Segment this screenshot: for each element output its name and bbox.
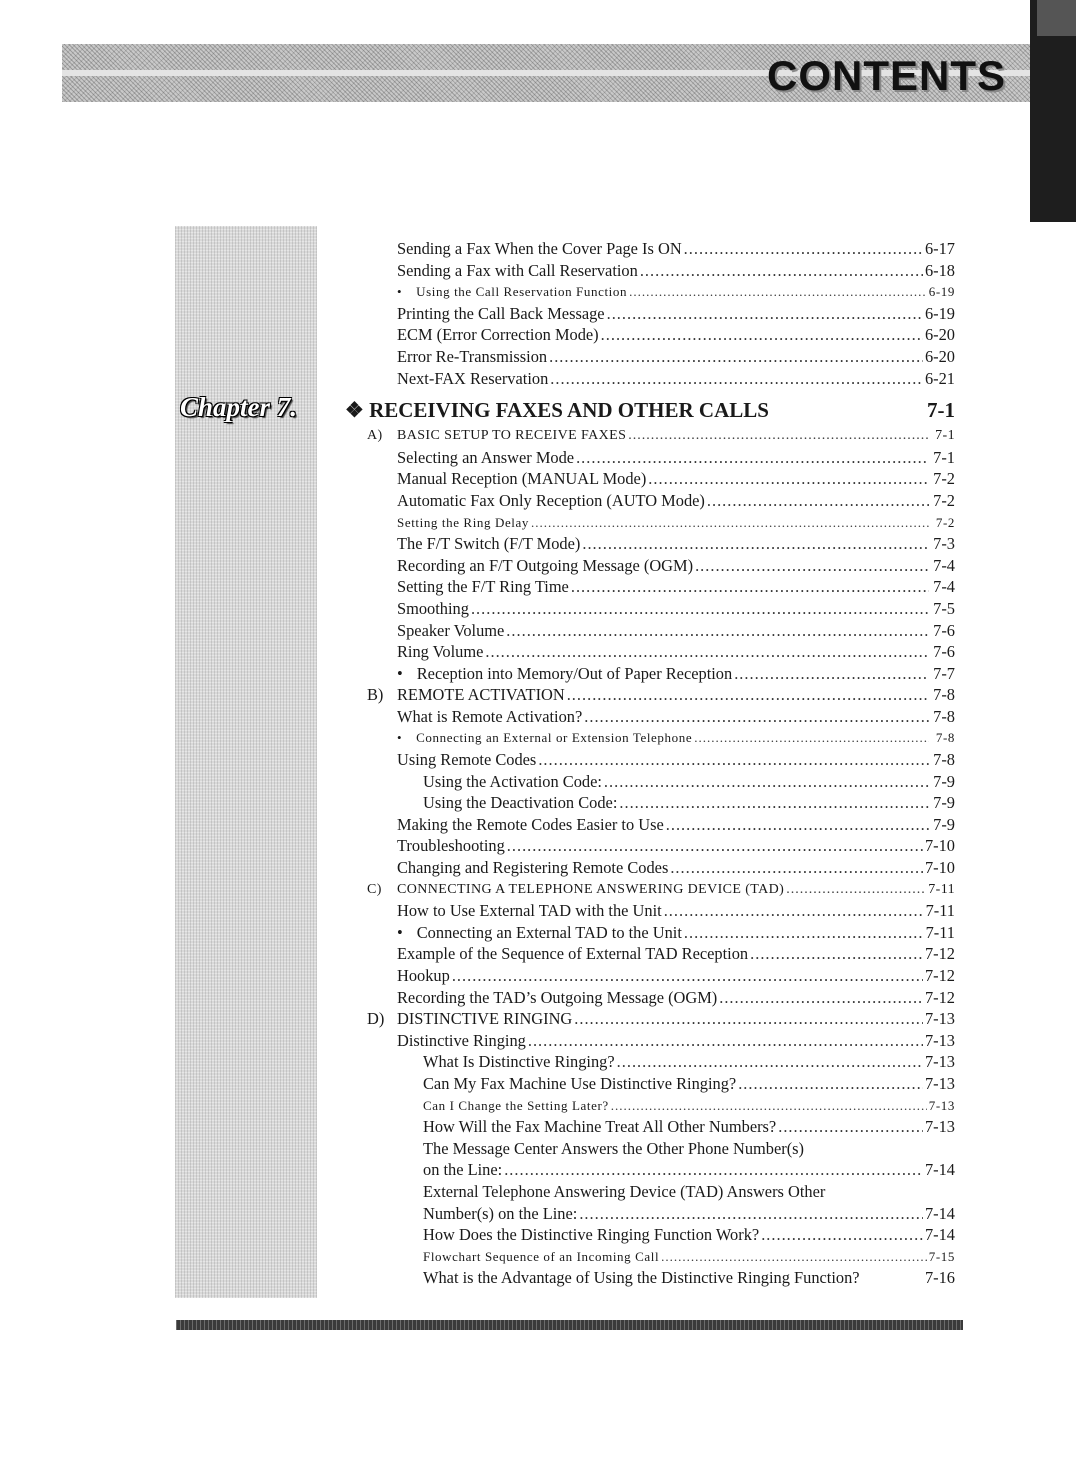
toc-entry[interactable] — [345, 468, 955, 490]
leader-dots — [549, 346, 923, 368]
toc-entry-text: Manual Reception (MANUAL Mode) — [397, 469, 647, 489]
toc-entry-text: Using the Deactivation Code: — [423, 793, 618, 813]
chapter-edge-tab-top — [1037, 0, 1076, 36]
toc-page-number: 7-1 — [933, 447, 955, 467]
leader-dots — [576, 447, 929, 469]
leader-dots — [506, 620, 929, 642]
leader-dots — [778, 1116, 923, 1138]
section-title: BASIC SETUP TO RECEIVE FAXES — [397, 428, 627, 444]
toc-entry[interactable] — [345, 987, 955, 1009]
leader-dots — [528, 1030, 923, 1052]
toc-page-number: 7-8 — [933, 706, 955, 726]
toc-entry-text: Connecting an External or Extension Telephone — [416, 730, 693, 746]
toc-entry[interactable] — [345, 1095, 955, 1117]
leader-dots — [550, 368, 923, 390]
leader-dots — [584, 706, 929, 728]
toc-entry-text: The Message Center Answers the Other Phone Number(s) — [423, 1138, 804, 1158]
section-title: REMOTE ACTIVATION — [397, 685, 565, 705]
toc-page-number: 7-13 — [924, 1073, 955, 1093]
toc-page-number: 7-9 — [933, 814, 955, 834]
toc-entry[interactable] — [345, 598, 955, 620]
leader-dots — [628, 425, 929, 447]
leader-dots — [684, 238, 923, 260]
leader-dots — [531, 512, 929, 534]
leader-dots — [786, 879, 926, 901]
toc-entry-text: Recording an F/T Outgoing Message (OGM) — [397, 555, 694, 575]
toc-page-number: 7-8 — [935, 730, 955, 746]
leader-dots — [761, 1224, 923, 1246]
toc-page-number: 7-10 — [924, 836, 955, 856]
toc-page-number: 7-3 — [933, 534, 955, 554]
bullet-icon: • — [397, 663, 403, 683]
toc-page-number: 7-11 — [928, 881, 955, 897]
toc-page-number: 7-8 — [933, 685, 955, 705]
toc-entry-text: Setting the Ring Delay — [397, 514, 529, 530]
toc-entry-text: Reception into Memory/Out of Paper Reception — [416, 663, 733, 683]
section-title: CONNECTING A TELEPHONE ANSWERING DEVICE (TAD) — [397, 881, 785, 897]
toc-entry[interactable] — [345, 727, 955, 749]
toc-entry-text: Setting the F/T Ring Time — [397, 577, 569, 597]
leader-dots — [567, 684, 929, 706]
toc-entry-text: Flowchart Sequence of an Incoming Call — [423, 1248, 660, 1264]
toc-page-number: 7-4 — [933, 577, 955, 597]
section-heading-b[interactable] — [345, 684, 955, 706]
section-heading-d[interactable] — [345, 1008, 955, 1030]
toc-entry[interactable] — [345, 771, 955, 793]
toc-entry[interactable] — [345, 512, 955, 534]
leader-dots — [695, 555, 929, 577]
toc-entry-text: How Does the Distinctive Ringing Function Work? — [423, 1225, 760, 1245]
toc-entry[interactable] — [345, 792, 955, 814]
toc-page-number: 7-16 — [924, 1268, 955, 1288]
leader-dots — [571, 576, 929, 598]
toc-page-number: 6-21 — [924, 368, 955, 388]
leader-dots — [504, 1159, 923, 1181]
toc-entry[interactable] — [345, 238, 955, 260]
toc-entry-text: Selecting an Answer Mode — [397, 447, 575, 467]
section-heading-c[interactable] — [345, 879, 955, 901]
leader-dots — [719, 987, 923, 1009]
toc-entry[interactable] — [345, 533, 955, 555]
leader-dots — [684, 922, 924, 944]
leader-dots — [666, 814, 929, 836]
toc-entry-text: How Will the Fax Machine Treat All Other Numbers? — [423, 1117, 777, 1137]
leader-dots — [707, 490, 929, 512]
toc-entry[interactable] — [345, 281, 955, 303]
toc-page-number: 7-14 — [924, 1203, 955, 1223]
toc-entry-text: The F/T Switch (F/T Mode) — [397, 534, 581, 554]
toc-page-number: 6-20 — [924, 325, 955, 345]
toc-entry-text: ECM (Error Correction Mode) — [397, 325, 599, 345]
toc-page-number: 7-5 — [933, 598, 955, 618]
toc-entry[interactable] — [345, 706, 955, 728]
leader-dots — [507, 835, 923, 857]
toc-entry-text: Using the Activation Code: — [423, 771, 602, 791]
toc-entry[interactable] — [345, 922, 955, 944]
toc-entry-text: Ring Volume — [397, 642, 484, 662]
leader-dots — [582, 533, 929, 555]
toc-page-number: 7-4 — [933, 555, 955, 575]
toc-page-number: 7-2 — [933, 490, 955, 510]
toc-entry-text: Using Remote Codes — [397, 750, 537, 770]
toc-entry[interactable] — [345, 555, 955, 577]
page-title: CONTENTS — [767, 52, 1006, 99]
toc-entry[interactable] — [345, 1224, 955, 1246]
toc-page-number: 7-6 — [933, 642, 955, 662]
leader-dots — [617, 1051, 923, 1073]
bullet-icon: • — [397, 284, 403, 300]
leader-dots — [694, 727, 929, 749]
toc-page-number: 7-12 — [924, 966, 955, 985]
toc-page-number: 7-13 — [924, 1117, 955, 1137]
toc-page-number: 7-11 — [925, 922, 955, 942]
leader-dots — [629, 281, 927, 303]
toc-entry[interactable] — [345, 1030, 955, 1052]
leader-dots — [661, 1246, 927, 1268]
leader-dots — [611, 1095, 927, 1117]
toc-entry-text: Making the Remote Codes Easier to Use — [397, 814, 664, 834]
toc-page-number: 7-13 — [928, 1097, 955, 1113]
chapter-label: Chapter 7. — [180, 392, 298, 422]
toc-entry-text: Hookup — [397, 966, 450, 985]
toc-entry-text: Sending a Fax with Call Reservation — [397, 260, 638, 280]
toc-entry-text: Error Re-Transmission — [397, 346, 548, 366]
toc-page-number: 7-11 — [925, 901, 955, 921]
toc-entry[interactable] — [345, 943, 955, 965]
leader-dots — [648, 468, 929, 490]
toc-entry[interactable] — [345, 1203, 955, 1225]
leader-dots — [485, 641, 929, 663]
toc-page-number: 7-7 — [933, 663, 955, 683]
toc-entry-text: Automatic Fax Only Reception (AUTO Mode) — [397, 490, 705, 510]
toc-entry[interactable] — [345, 576, 955, 598]
leader-dots — [538, 749, 929, 771]
leader-dots — [750, 943, 923, 965]
leader-dots — [574, 1008, 923, 1030]
toc-entry[interactable] — [345, 260, 955, 282]
leader-dots — [601, 324, 923, 346]
toc-entry-text: Connecting an External TAD to the Unit — [416, 922, 682, 942]
toc-page-number: 7-2 — [933, 469, 955, 489]
leader-dots — [738, 1073, 923, 1095]
leader-dots — [579, 1203, 923, 1225]
toc-entry[interactable] — [345, 814, 955, 836]
toc-entry-text: Next-FAX Reservation — [397, 368, 549, 388]
section-letter: C) — [367, 881, 382, 897]
toc-page-number: 7-2 — [935, 514, 955, 530]
leader-dots — [664, 900, 924, 922]
leader-dots — [607, 303, 923, 325]
toc-page-number: 7-1 — [935, 428, 955, 444]
toc-entry-text: What is Remote Activation? — [397, 706, 583, 726]
section-letter: A) — [367, 428, 383, 444]
leader-dots — [471, 598, 929, 620]
toc-entry-text: Changing and Registering Remote Codes — [397, 858, 669, 878]
toc-entry-text: Example of the Sequence of External TAD Reception — [397, 944, 749, 964]
toc-page-number: 7-13 — [924, 1009, 955, 1029]
toc-entry[interactable] — [345, 368, 955, 390]
toc-entry[interactable] — [345, 1116, 955, 1138]
toc-entry-text: Distinctive Ringing — [397, 1030, 526, 1050]
toc-entry[interactable] — [345, 490, 955, 512]
toc-entry[interactable] — [345, 641, 955, 663]
toc-page-number: 7-13 — [924, 1030, 955, 1050]
chapter-sidebar — [175, 226, 317, 1298]
toc-page-number: 6-18 — [924, 260, 955, 280]
toc-entry[interactable] — [345, 1073, 955, 1095]
toc-entry[interactable] — [345, 620, 955, 642]
section-heading-a[interactable] — [345, 425, 955, 447]
toc-entry[interactable] — [345, 965, 955, 987]
toc-entry[interactable] — [345, 303, 955, 325]
toc-page-number: 7-15 — [928, 1248, 955, 1264]
leader-dots — [734, 663, 929, 685]
toc-page-number: 7-6 — [933, 620, 955, 640]
toc-page-number: 7-12 — [924, 987, 955, 1007]
leader-dots — [619, 792, 929, 814]
toc-page-number: 6-20 — [924, 346, 955, 366]
section-letter: B) — [367, 685, 384, 705]
toc-page-number: 7-14 — [924, 1225, 955, 1245]
toc-page-number: 6-17 — [924, 239, 955, 258]
leader-dots — [452, 965, 923, 987]
toc-page-number: 7-12 — [924, 944, 955, 964]
toc-entry[interactable] — [345, 900, 955, 922]
toc-page-number: 7-9 — [933, 793, 955, 813]
toc-entry-text: Troubleshooting — [397, 836, 505, 856]
toc-entry[interactable] — [345, 324, 955, 346]
toc-page-number: 7-9 — [933, 771, 955, 791]
bullet-icon: • — [397, 730, 403, 746]
toc-page-number: 7-1 — [927, 398, 955, 423]
toc-entry-text: Sending a Fax When the Cover Page Is ON — [397, 239, 682, 258]
toc-entry-text-continued: on the Line: — [423, 1160, 503, 1180]
toc-entry[interactable] — [345, 346, 955, 368]
toc-entry[interactable] — [345, 1246, 955, 1268]
toc-entry-text: What is the Advantage of Using the Distinctive Ringing Function? — [423, 1268, 860, 1288]
toc-page-number: 7-13 — [924, 1052, 955, 1072]
toc-entry-text: What Is Distinctive Ringing? — [423, 1052, 615, 1072]
toc-page-number: 7-8 — [933, 750, 955, 770]
toc-page-number: 6-19 — [928, 284, 955, 300]
toc-entry-line1[interactable] — [345, 1138, 955, 1160]
toc-entry[interactable] — [345, 857, 955, 879]
toc-entry[interactable] — [345, 749, 955, 771]
toc-entry-text: Using the Call Reservation Function — [416, 284, 628, 300]
toc-entry[interactable] — [345, 1051, 955, 1073]
chapter-title-entry[interactable] — [345, 393, 955, 427]
toc-entry[interactable] — [345, 1267, 955, 1289]
toc-entry-text: Smoothing — [397, 598, 469, 618]
toc-entry[interactable] — [345, 835, 955, 857]
toc-entry[interactable] — [345, 1159, 955, 1181]
toc-entry-text: Speaker Volume — [397, 620, 505, 640]
toc-entry-text: Can My Fax Machine Use Distinctive Ringing? — [423, 1073, 737, 1093]
toc-entry-text: Printing the Call Back Message — [397, 303, 605, 323]
leader-dots — [640, 260, 923, 282]
toc-entry[interactable] — [345, 663, 955, 685]
leader-dots — [670, 857, 923, 879]
toc-page-number: 7-10 — [924, 858, 955, 878]
bottom-rule — [176, 1320, 963, 1330]
section-title: DISTINCTIVE RINGING — [397, 1009, 573, 1029]
toc-entry-text: Recording the TAD’s Outgoing Message (OGM) — [397, 987, 718, 1007]
toc-entry-text: Can I Change the Setting Later? — [423, 1097, 609, 1113]
table-of-contents — [345, 238, 955, 1289]
toc-entry-text: External Telephone Answering Device (TAD) Answers Other — [423, 1181, 826, 1201]
toc-entry-text: How to Use External TAD with the Unit — [397, 901, 662, 921]
toc-entry-line1[interactable] — [345, 1181, 955, 1203]
toc-entry[interactable] — [345, 447, 955, 469]
section-letter: D) — [367, 1009, 385, 1029]
toc-entry-text-continued: Number(s) on the Line: — [423, 1203, 578, 1223]
toc-page-number: 6-19 — [924, 303, 955, 323]
toc-page-number: 7-14 — [924, 1160, 955, 1180]
chapter-title: ❖ RECEIVING FAXES AND OTHER CALLS — [345, 398, 769, 423]
leader-dots — [604, 771, 929, 793]
bullet-icon: • — [397, 922, 403, 942]
